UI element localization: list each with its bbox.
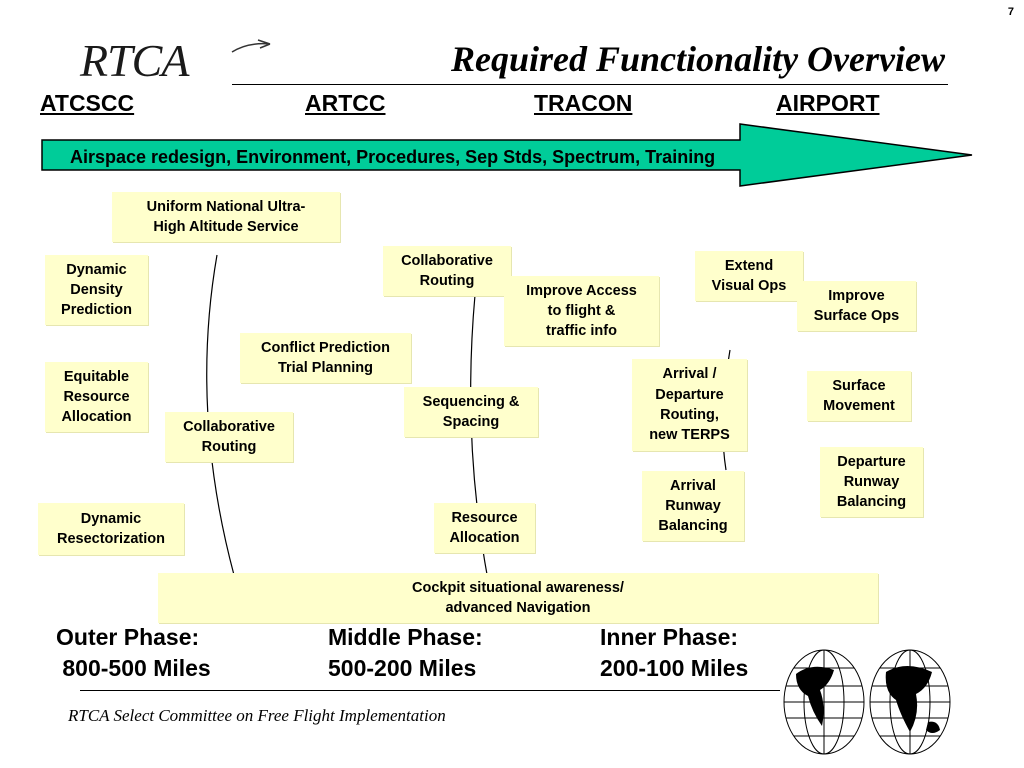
- facility-tracon: TRACON: [534, 90, 633, 116]
- box-label: Improve Access to flight & traffic info: [526, 282, 637, 340]
- box-label: Dynamic Density Prediction: [61, 261, 132, 319]
- box-dynamic-resectorization: [38, 503, 184, 555]
- box-resource-allocation: [434, 503, 535, 553]
- box-label: Arrival Runway Balancing: [658, 477, 728, 535]
- box-collaborative-routing-artcc: [165, 412, 293, 462]
- facility-artcc: ARTCC: [305, 90, 386, 116]
- arrow-label: Airspace redesign, Environment, Procedures, Sep Stds, Spectrum, Training: [70, 147, 716, 167]
- box-arrival-departure-routing: [632, 359, 747, 451]
- box-conflict-prediction: [240, 333, 411, 383]
- box-label: Conflict Prediction Trial Planning: [261, 339, 390, 376]
- box-label: Sequencing & Spacing: [422, 393, 520, 430]
- footer-text: RTCA Select Committee on Free Flight Implementation: [68, 706, 446, 725]
- box-improve-access: [504, 276, 659, 346]
- phase-outer: Outer Phase: 800-500 Miles: [56, 624, 211, 682]
- box-surface-movement: [807, 371, 911, 421]
- box-extend-visual-ops: [695, 251, 803, 301]
- box-label: Uniform National Ultra- High Altitude Service: [146, 198, 306, 235]
- page-number: 7: [1007, 6, 1014, 18]
- slide-title: Required Functionality Overview: [451, 39, 945, 79]
- box-departure-runway-balancing: [820, 447, 923, 517]
- box-improve-surface-ops: [797, 281, 916, 331]
- box-label: Collaborative Routing: [401, 252, 493, 289]
- phase-middle: Middle Phase: 500-200 Miles: [328, 624, 483, 682]
- world-globe-icon: [782, 648, 954, 760]
- box-label: Equitable Resource Allocation: [61, 368, 132, 426]
- box-label: Extend Visual Ops: [711, 257, 787, 294]
- box-label: Collaborative Routing: [183, 418, 275, 455]
- box-label: Surface Movement: [823, 377, 895, 414]
- box-uniform-national: [112, 192, 340, 242]
- box-label: Improve Surface Ops: [813, 287, 900, 324]
- box-label: Dynamic Resectorization: [57, 510, 165, 547]
- box-equitable-resource: [45, 362, 148, 432]
- box-arrival-runway-balancing: [642, 471, 744, 541]
- box-label: Resource Allocation: [449, 509, 520, 546]
- facility-atcscc: ATCSCC: [40, 90, 135, 116]
- logo-text: RTCA: [80, 35, 189, 86]
- phase-inner: Inner Phase: 200-100 Miles: [600, 624, 749, 682]
- facility-airport: AIRPORT: [776, 90, 880, 116]
- box-label: Departure Runway Balancing: [836, 453, 907, 511]
- box-dynamic-density: [45, 255, 148, 325]
- box-label: Cockpit situational awareness/ advanced Navigation: [412, 579, 624, 616]
- footer-rule: [80, 690, 780, 691]
- box-label: Arrival / Departure Routing, new TERPS: [649, 366, 730, 444]
- box-cockpit-awareness: [158, 573, 878, 623]
- box-sequencing-spacing: [404, 387, 538, 437]
- box-collaborative-routing-tracon: [383, 246, 511, 296]
